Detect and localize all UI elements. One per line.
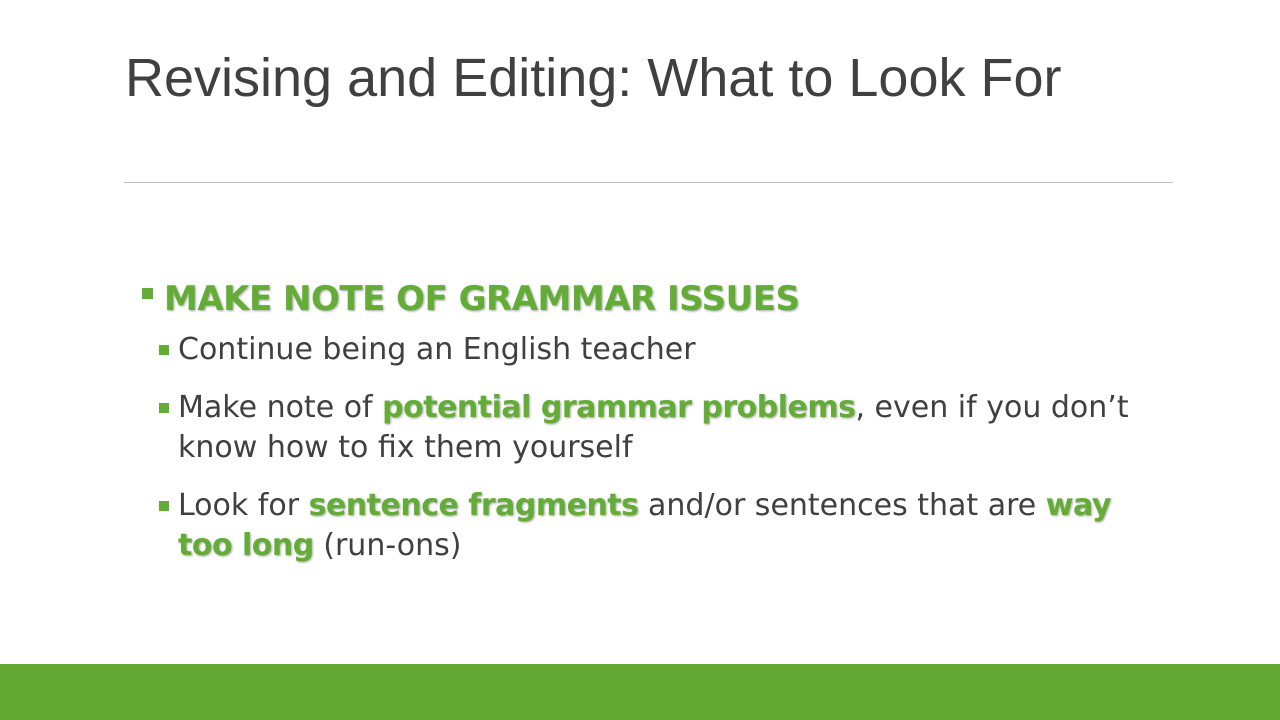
slide-title: Revising and Editing: What to Look For — [125, 48, 1062, 108]
section-heading — [140, 272, 1180, 326]
highlighted-phrase: way too long — [178, 488, 1111, 563]
bullet-text: Look for — [178, 488, 309, 523]
square-bullet-icon — [159, 403, 169, 413]
list-item — [140, 486, 1138, 566]
bullet-list — [140, 330, 1180, 566]
bullet-text: Make note of — [178, 390, 383, 425]
bullet-text: Continue being an English teacher — [178, 332, 696, 367]
highlighted-phrase: sentence fragments — [308, 488, 639, 523]
slide-body — [140, 272, 1180, 584]
list-item — [140, 330, 1138, 370]
bullet-text: (run-ons) — [313, 528, 462, 563]
square-bullet-icon — [159, 501, 169, 511]
square-bullet-icon — [142, 288, 153, 299]
square-bullet-icon — [159, 345, 169, 355]
section-heading-text: MAKE NOTE OF GRAMMAR ISSUES — [164, 279, 800, 319]
highlighted-phrase: potential grammar problems — [382, 390, 856, 425]
title-divider — [124, 182, 1173, 183]
bullet-text: and/or sentences that are — [638, 488, 1046, 523]
bullet-text: , even if you don’t know how to fix them yourself — [178, 390, 1129, 465]
list-item — [140, 388, 1138, 468]
footer-accent-bar — [0, 664, 1280, 720]
